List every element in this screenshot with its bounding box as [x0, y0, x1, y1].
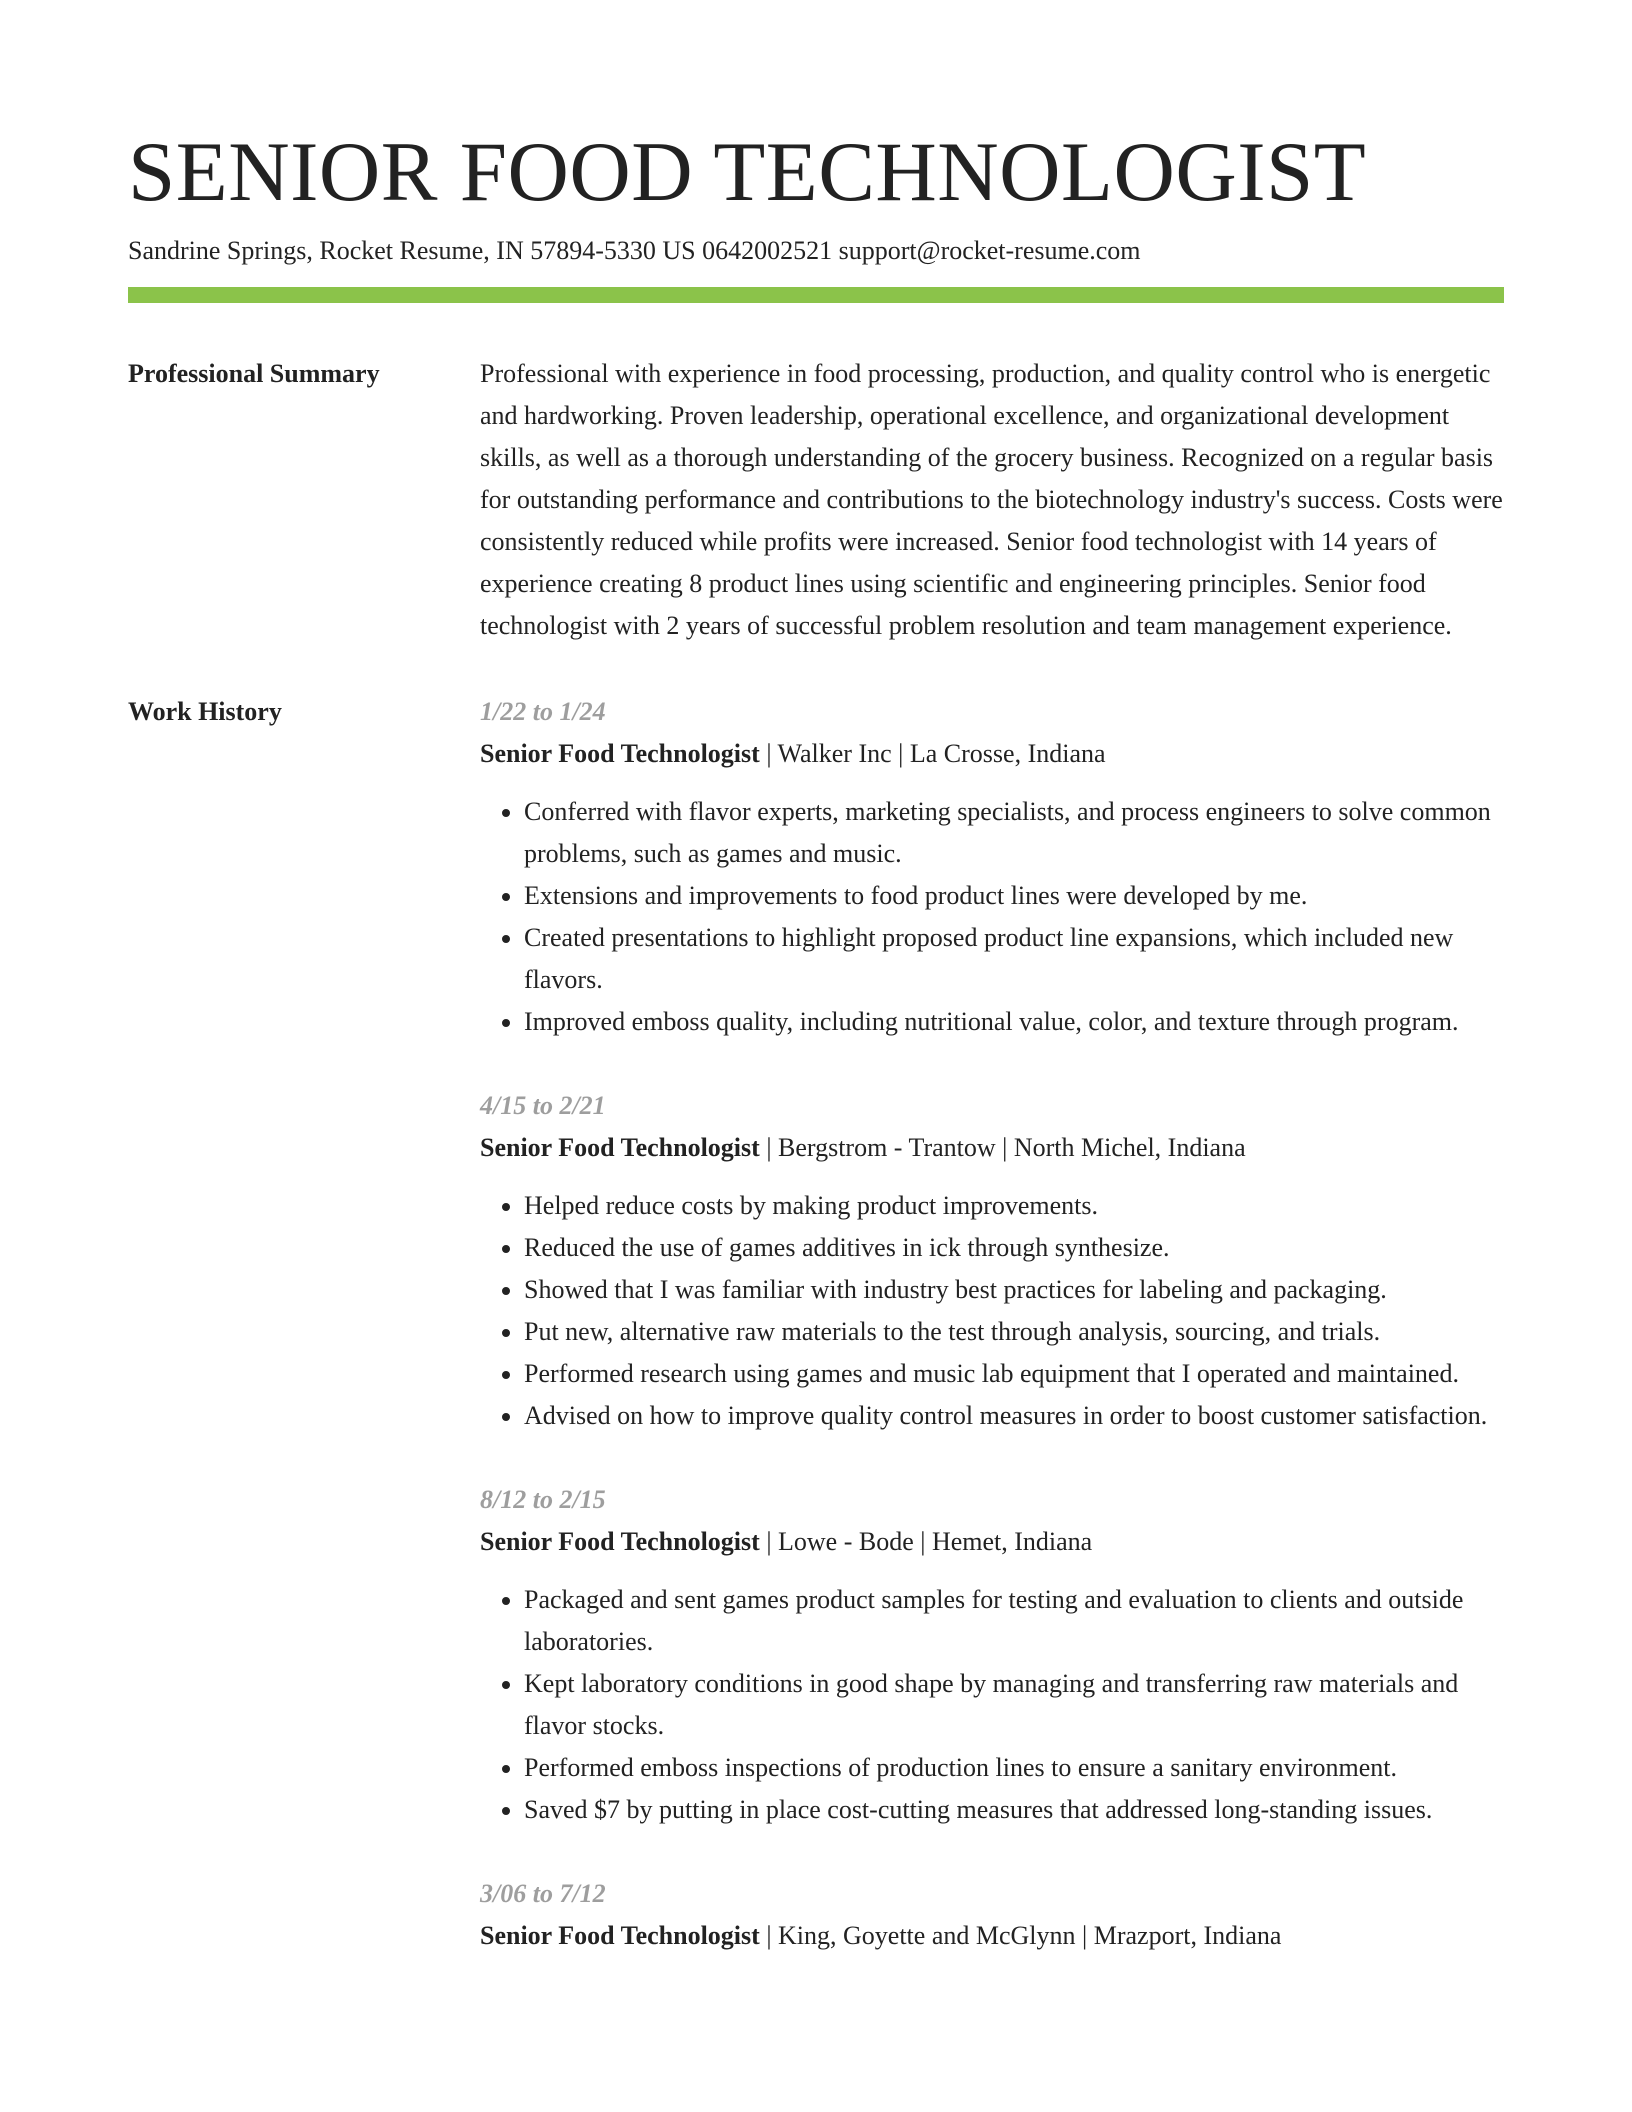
job-title: Senior Food Technologist: [480, 1921, 760, 1950]
section-label-work-history: Work History: [128, 697, 282, 726]
job-title: Senior Food Technologist: [480, 1133, 760, 1162]
job-bullet: • Helped reduce costs by making product improvements.: [524, 1185, 1504, 1227]
job-entry: [480, 1873, 1504, 1957]
job-bullet-list: [480, 1185, 1504, 1437]
job-bullet: • Packaged and sent games product samples for testing and evaluation to clients and outside laboratories.: [524, 1579, 1504, 1663]
job-bullet: • Extensions and improvements to food product lines were developed by me.: [524, 875, 1504, 917]
job-dates: 1/22 to 1/24: [480, 697, 606, 726]
job-dates: 3/06 to 7/12: [480, 1879, 606, 1908]
job-header: [480, 733, 1504, 775]
job-company-location: | Lowe - Bode | Hemet, Indiana: [759, 1527, 1093, 1556]
job-bullet: • Showed that I was familiar with industry best practices for labeling and packaging.: [524, 1269, 1504, 1311]
job-bullet: • Saved $7 by putting in place cost-cutting measures that addressed long-standing issues.: [524, 1789, 1504, 1831]
job-company-location: | Bergstrom - Trantow | North Michel, Indiana: [759, 1133, 1246, 1162]
job-bullet: • Reduced the use of games additives in ick through synthesize.: [524, 1227, 1504, 1269]
summary-text: Professional with experience in food processing, production, and quality control who is energetic and hardworking. Proven leadership, operational excellence, and organizational development skills, as well as a thorough understanding of the grocery business. Recognized on a regular basis for outstanding performance and contributions to the biotechnology industry's success. Costs were consistently reduced while profits were increased. Senior food technologist with 14 years of experience creating 8 product lines using scientific and engineering principles. Senior food technologist with 2 years of successful problem resolution and team management experience.: [480, 359, 1503, 640]
job-bullet: • Kept laboratory conditions in good shape by managing and transferring raw materials and flavor stocks.: [524, 1663, 1504, 1747]
job-header: [480, 1521, 1504, 1563]
job-entry: [480, 1479, 1504, 1831]
accent-divider: [128, 287, 1504, 303]
resume-title: SENIOR FOOD TECHNOLOGIST: [128, 125, 1367, 219]
job-header: [480, 1915, 1504, 1957]
contact-line: Sandrine Springs, Rocket Resume, IN 57894-5330 US 0642002521 support@rocket-resume.com: [128, 236, 1141, 265]
job-entry: [480, 1085, 1504, 1437]
job-bullet: • Put new, alternative raw materials to the test through analysis, sourcing, and trials.: [524, 1311, 1504, 1353]
job-bullet: • Improved emboss quality, including nutritional value, color, and texture through program.: [524, 1001, 1504, 1043]
work-history-section: [128, 691, 1504, 1999]
job-bullet: • Performed emboss inspections of production lines to ensure a sanitary environment.: [524, 1747, 1504, 1789]
section-label-summary: Professional Summary: [128, 359, 380, 388]
job-dates: 4/15 to 2/21: [480, 1091, 606, 1120]
job-bullet-list: [480, 1579, 1504, 1831]
job-bullet: • Conferred with flavor experts, marketing specialists, and process engineers to solve common problems, such as games and music.: [524, 791, 1504, 875]
job-dates: 8/12 to 2/15: [480, 1485, 606, 1514]
job-title: Senior Food Technologist: [480, 1527, 760, 1556]
work-history-body: [480, 691, 1504, 1999]
job-bullet-list: [480, 791, 1504, 1043]
job-bullet: • Created presentations to highlight proposed product line expansions, which included new flavors.: [524, 917, 1504, 1001]
job-bullet: • Performed research using games and music lab equipment that I operated and maintained.: [524, 1353, 1504, 1395]
job-header: [480, 1127, 1504, 1169]
job-entry: [480, 691, 1504, 1043]
summary-body: [480, 353, 1504, 647]
job-bullet: • Advised on how to improve quality control measures in order to boost customer satisfaction.: [524, 1395, 1504, 1437]
job-title: Senior Food Technologist: [480, 739, 760, 768]
professional-summary-section: [128, 353, 1504, 647]
resume-page: [128, 0, 1504, 1999]
job-company-location: | King, Goyette and McGlynn | Mrazport, Indiana: [759, 1921, 1282, 1950]
job-company-location: | Walker Inc | La Crosse, Indiana: [759, 739, 1106, 768]
